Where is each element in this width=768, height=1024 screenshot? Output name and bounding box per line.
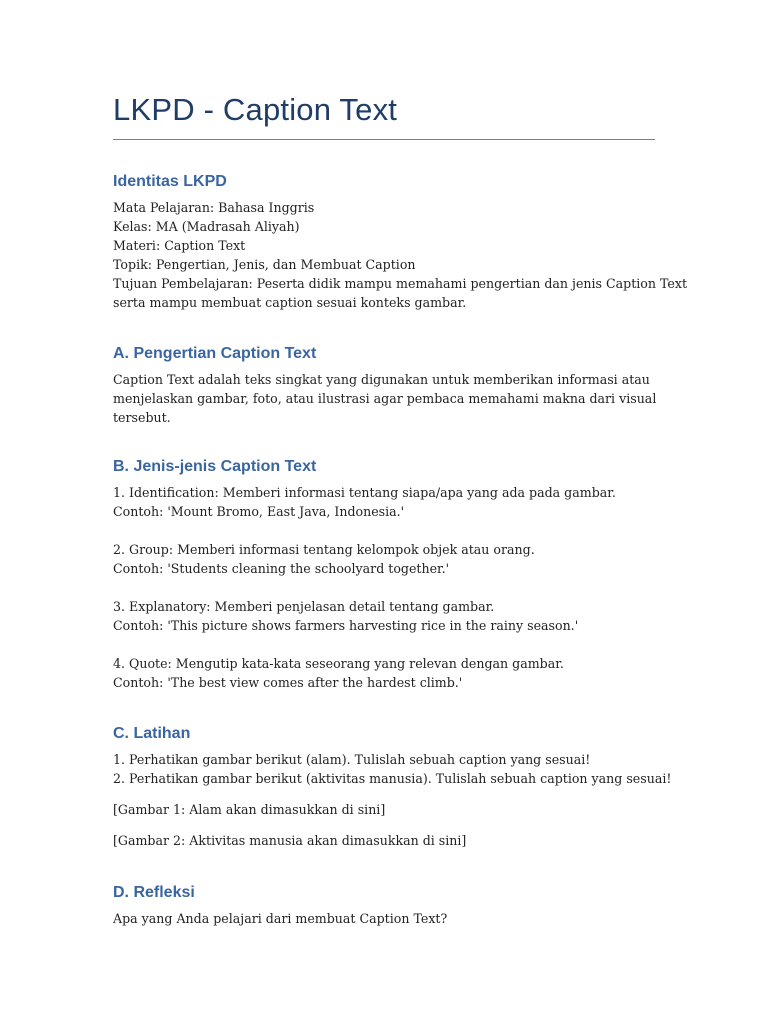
document-title: LKPD - Caption Text (113, 92, 398, 127)
section-jenis (113, 457, 673, 692)
identitas-line: Topik: Pengertian, Jenis, dan Membuat Caption (113, 257, 416, 272)
section-heading-latihan: C. Latihan (113, 725, 191, 742)
jenis-example-group: Contoh: 'Students cleaning the schoolyard together.' (113, 561, 450, 576)
section-heading-identitas: Identitas LKPD (113, 173, 227, 190)
section-heading-pengertian: A. Pengertian Caption Text (113, 345, 317, 362)
section-heading-jenis: B. Jenis-jenis Caption Text (113, 458, 317, 475)
title-underline (113, 139, 655, 140)
latihan-task: 2. Perhatikan gambar berikut (aktivitas manusia). Tulislah sebuah caption yang sesuai! (113, 771, 672, 786)
identitas-line: Tujuan Pembelajaran: Peserta didik mampu memahami pengertian dan jenis Caption Text (113, 276, 688, 291)
jenis-item-group: 2. Group: Memberi informasi tentang kelompok objek atau orang. (113, 542, 535, 557)
identitas-line: Kelas: MA (Madrasah Aliyah) (113, 219, 300, 234)
section-heading-refleksi: D. Refleksi (113, 884, 195, 901)
jenis-item-explanatory: 3. Explanatory: Memberi penjelasan detail tentang gambar. (113, 599, 495, 614)
jenis-item-identification: 1. Identification: Memberi informasi tentang siapa/apa yang ada pada gambar. (113, 485, 616, 500)
section-latihan (113, 724, 673, 850)
image-placeholder-2: [Gambar 2: Aktivitas manusia akan dimasukkan di sini] (113, 833, 467, 848)
jenis-example-identification: Contoh: 'Mount Bromo, East Java, Indonesia.' (113, 504, 405, 519)
refleksi-question: Apa yang Anda pelajari dari membuat Caption Text? (113, 911, 448, 926)
pengertian-line: menjelaskan gambar, foto, atau ilustrasi agar pembaca memahami makna dari visual (113, 391, 657, 406)
latihan-task: 1. Perhatikan gambar berikut (alam). Tulislah sebuah caption yang sesuai! (113, 752, 591, 767)
jenis-example-explanatory: Contoh: 'This picture shows farmers harvesting rice in the rainy season.' (113, 618, 579, 633)
pengertian-line: tersebut. (113, 410, 171, 425)
pengertian-line: Caption Text adalah teks singkat yang digunakan untuk memberikan informasi atau (113, 372, 650, 387)
jenis-example-quote: Contoh: 'The best view comes after the hardest climb.' (113, 675, 463, 690)
identitas-line: Materi: Caption Text (113, 238, 246, 253)
identitas-line: serta mampu membuat caption sesuai konteks gambar. (113, 295, 467, 310)
jenis-item-quote: 4. Quote: Mengutip kata-kata seseorang yang relevan dengan gambar. (113, 656, 564, 671)
section-refleksi (113, 883, 673, 928)
section-identitas (113, 172, 688, 312)
image-placeholder-1: [Gambar 1: Alam akan dimasukkan di sini] (113, 802, 386, 817)
identitas-line: Mata Pelajaran: Bahasa Inggris (113, 200, 315, 215)
section-pengertian (113, 344, 673, 427)
